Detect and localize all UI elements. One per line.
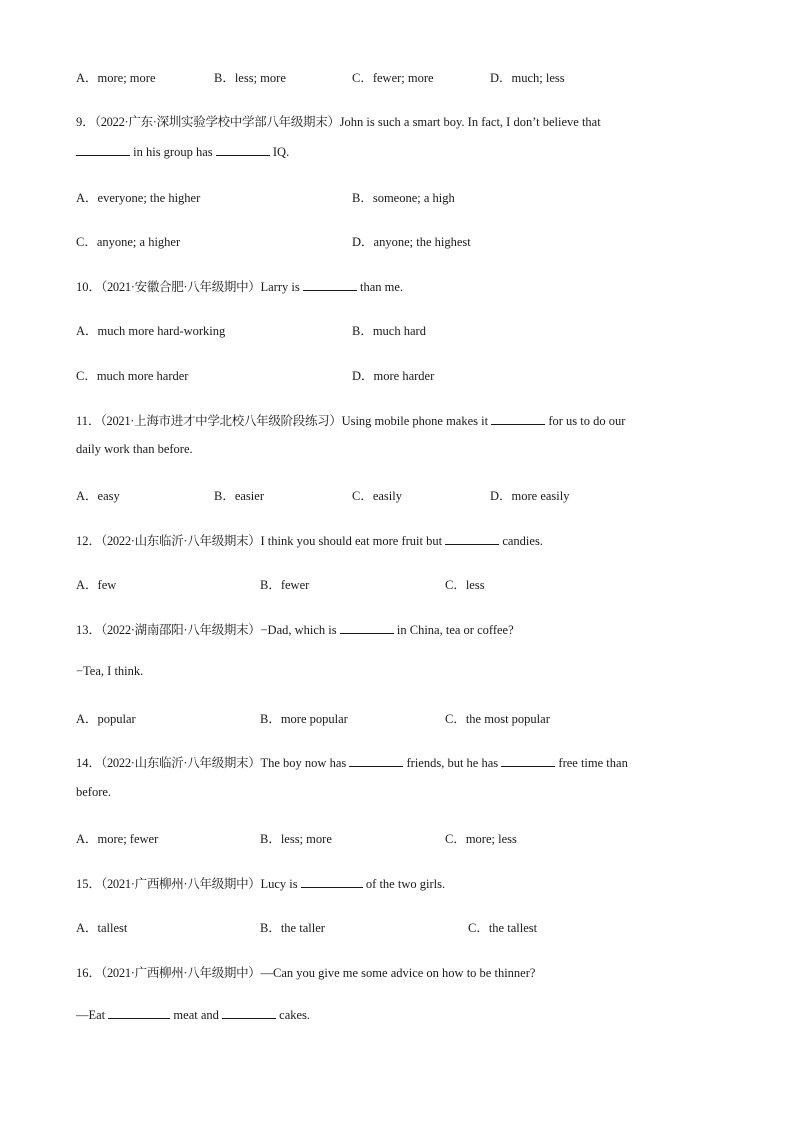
q11-text-b: for us to do our (548, 414, 626, 428)
answer-blank[interactable] (349, 755, 403, 767)
q14-option-c[interactable]: C．more; less (445, 832, 517, 846)
q12-option-c[interactable]: C．less (445, 578, 485, 592)
q13-text-a: −Dad, which is (260, 623, 337, 637)
q13-number: 13． (76, 623, 102, 637)
q11-option-d[interactable]: D．more easily (490, 489, 570, 503)
answer-blank[interactable] (301, 876, 363, 888)
q9-option-c[interactable]: C．anyone; a higher (76, 235, 181, 249)
q16-text-c: meat and (173, 1008, 219, 1022)
q16-number: 16． (76, 966, 102, 980)
q12-text-a: I think you should eat more fruit but (260, 534, 443, 548)
q16-reply (76, 1007, 310, 1023)
q14-source: （2022·山东临沂·八年级期末） (101, 756, 261, 770)
q14-text-d: before. (76, 785, 112, 799)
q10-option-b[interactable]: B．much hard (352, 324, 426, 338)
q11-text-c: daily work than before. (76, 442, 193, 456)
q14-text-b: friends, but he has (406, 756, 499, 770)
q10-option-d[interactable]: D．more harder (352, 369, 435, 383)
q8-option-a[interactable]: A．more; more (76, 71, 156, 85)
q8-option-b[interactable]: B．less; more (214, 71, 286, 85)
q8-option-c[interactable]: C．fewer; more (352, 71, 434, 85)
answer-blank[interactable] (501, 755, 555, 767)
q16-text-a: —Can you give me some advice on how to be thinner? (260, 966, 536, 980)
answer-blank[interactable] (491, 413, 545, 425)
q14-option-a[interactable]: A．more; fewer (76, 832, 159, 846)
q12-text-b: candies. (502, 534, 543, 548)
q13-stem (76, 620, 514, 638)
q12-source: （2022·山东临沂·八年级期末） (101, 534, 261, 548)
q16-text-b: —Eat (76, 1008, 106, 1022)
q10-option-c[interactable]: C．much more harder (76, 369, 189, 383)
q15-text-a: Lucy is (260, 877, 298, 891)
q11-text-a: Using mobile phone makes it (341, 414, 489, 428)
answer-blank[interactable] (445, 533, 499, 545)
q15-source: （2021·广西柳州·八年级期中） (101, 877, 261, 891)
q15-text-b: of the two girls. (365, 877, 446, 891)
q9-text-b: in his group has (133, 145, 213, 159)
q14-text-a: The boy now has (260, 756, 347, 770)
q15-number: 15． (76, 877, 102, 891)
q10-number: 10． (76, 280, 102, 294)
q10-text-b: than me. (359, 280, 404, 294)
q12-option-b[interactable]: B．fewer (260, 578, 310, 592)
q15-option-b[interactable]: B．the taller (260, 921, 325, 935)
q9-option-b[interactable]: B．someone; a high (352, 191, 455, 205)
q15-stem (76, 874, 445, 892)
q16-source: （2021·广西柳州·八年级期中） (101, 966, 261, 980)
q11-option-b[interactable]: B．easier (214, 489, 264, 503)
q9-text-c: IQ. (272, 145, 290, 159)
q9-stem-line1 (76, 112, 601, 130)
q13-option-b[interactable]: B．more popular (260, 712, 348, 726)
q11-number: 11． (76, 414, 101, 428)
q13-source: （2022·湖南邵阳·八年级期末） (101, 623, 261, 637)
q10-stem (76, 277, 403, 295)
q8-option-d[interactable]: D．much; less (490, 71, 565, 85)
answer-blank[interactable] (216, 144, 270, 156)
answer-blank[interactable] (108, 1007, 170, 1019)
q12-number: 12． (76, 534, 102, 548)
q10-option-a[interactable]: A．much more hard-working (76, 324, 226, 338)
q11-option-a[interactable]: A．easy (76, 489, 120, 503)
q11-stem-line2 (76, 442, 193, 457)
q14-text-c: free time than (558, 756, 628, 770)
answer-blank[interactable] (222, 1007, 276, 1019)
q13-reply-text: −Tea, I think. (76, 664, 144, 678)
q14-stem-line2 (76, 785, 111, 800)
q13-text-b: in China, tea or coffee? (396, 623, 514, 637)
q9-stem-line2 (76, 144, 289, 160)
q11-source: （2021·上海市进才中学北校八年级阶段练习） (100, 414, 342, 428)
q9-source: （2022·广东·深圳实验学校中学部八年级期末） (94, 115, 340, 129)
q9-text-a: John is such a smart boy. In fact, I don’t believe that (339, 115, 601, 129)
q9-option-a[interactable]: A．everyone; the higher (76, 191, 201, 205)
answer-blank[interactable] (76, 144, 130, 156)
q9-number: 9． (76, 115, 95, 129)
q10-source: （2021·安徽合肥·八年级期中） (101, 280, 261, 294)
q13-option-c[interactable]: C．the most popular (445, 712, 550, 726)
q14-number: 14． (76, 756, 102, 770)
q9-option-d[interactable]: D．anyone; the highest (352, 235, 471, 249)
q13-option-a[interactable]: A．popular (76, 712, 136, 726)
q14-option-b[interactable]: B．less; more (260, 832, 332, 846)
q15-option-a[interactable]: A．tallest (76, 921, 128, 935)
q12-option-a[interactable]: A．few (76, 578, 117, 592)
q12-stem (76, 531, 543, 549)
answer-blank[interactable] (340, 622, 394, 634)
q15-option-c[interactable]: C．the tallest (468, 921, 538, 935)
q11-stem-line1 (76, 411, 625, 429)
answer-blank[interactable] (303, 279, 357, 291)
q11-option-c[interactable]: C．easily (352, 489, 402, 503)
q14-stem-line1 (76, 753, 628, 771)
q10-text-a: Larry is (260, 280, 300, 294)
q16-text-d: cakes. (279, 1008, 311, 1022)
q16-stem (76, 963, 535, 981)
q13-reply (76, 664, 143, 679)
